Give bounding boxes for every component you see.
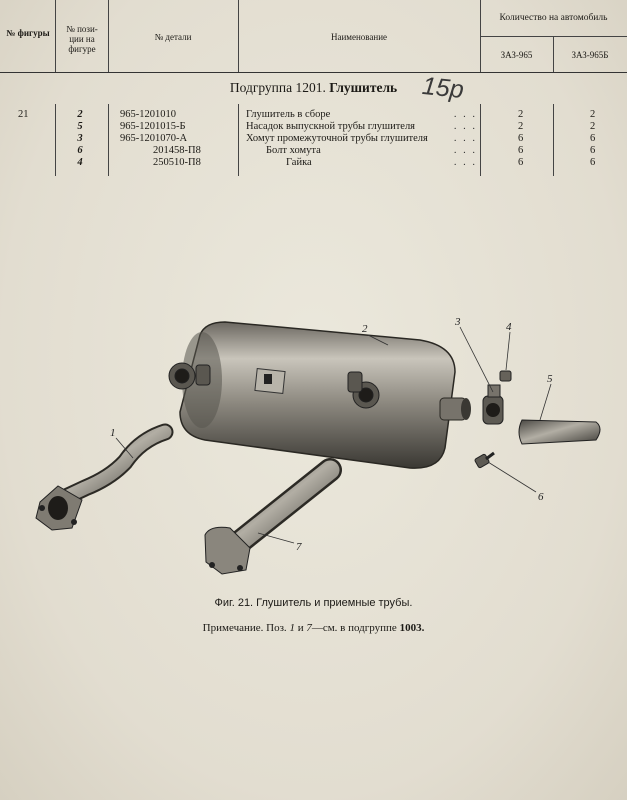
figure-number: 21 [18,109,29,120]
dot-leader: . . . [453,109,477,120]
part-number-cell: 965-1201010 [120,109,176,120]
pos-cell: 3 [77,133,83,144]
pos-cell: 2 [77,109,83,120]
clamp-3 [483,385,503,424]
muffler [169,322,471,468]
pos-cell: 4 [77,157,83,168]
col-zaz965-header: ЗАЗ-965 [500,50,533,60]
qty-zaz965-cell: 2 [518,109,524,120]
pos-cell: 5 [77,121,83,132]
fig-label-3: 3 [455,316,461,328]
qty-zaz965b-cell: 6 [590,157,596,168]
fig-label-2: 2 [362,323,368,335]
subgroup-title: Подгруппа 1201. Глушитель [229,80,398,95]
fig-label-7: 7 [296,541,302,553]
col-position-header: № пози- ции на фигуре [66,24,98,54]
qty-zaz965b-cell: 2 [590,109,596,120]
figure-note: Примечание. Поз. 1 и 7—см. в подгруппе 1003. [202,622,425,634]
qty-zaz965b-cell: 6 [590,145,596,156]
pos-cell: 6 [77,145,83,156]
qty-zaz965-cell: 6 [518,145,524,156]
fig-label-1: 1 [110,427,116,439]
col-figure-header: № фигуры [6,28,50,38]
fig-label-4: 4 [506,321,512,333]
name-cell: Глушитель в сборе [246,109,331,120]
col-zaz965b-header: ЗАЗ-965Б [571,50,609,60]
name-cell: Хомут промежуточной трубы глушителя [246,133,428,144]
bolt-6 [474,453,494,468]
intake-pipe-7 [205,470,330,574]
name-cell: Насадок выпускной трубы глушителя [246,121,416,132]
qty-zaz965-cell: 2 [518,121,524,132]
col-part-header: № детали [154,32,192,42]
figure-caption: Фиг. 21. Глушитель и приемные трубы. [214,597,413,609]
dot-leader: . . . [453,145,477,156]
col-name-header: Наименование [330,32,388,42]
part-number-cell: 965-1201015-Б [120,121,186,132]
qty-zaz965-cell: 6 [518,133,524,144]
fig-label-5: 5 [547,373,553,385]
fig-label-6: 6 [538,491,544,503]
nut-4 [500,371,511,381]
part-number-cell: 201458-П8 [153,145,201,156]
intake-pipe-1 [36,432,165,530]
name-cell: Болт хомута [266,145,321,156]
handwritten-note: 15р [420,71,466,105]
qty-zaz965b-cell: 2 [590,121,596,132]
part-number-cell: 965-1201070-А [120,133,188,144]
name-cell: Гайка [286,157,312,168]
col-qty-header: Количество на автомобиль [499,13,608,23]
dot-leader: . . . [453,157,477,168]
dot-leader: . . . [453,133,477,144]
qty-zaz965-cell: 6 [518,157,524,168]
dot-leader: . . . [453,121,477,132]
exhaust-tip-5 [519,420,600,444]
part-number-cell: 250510-П8 [153,157,201,168]
qty-zaz965b-cell: 6 [590,133,596,144]
